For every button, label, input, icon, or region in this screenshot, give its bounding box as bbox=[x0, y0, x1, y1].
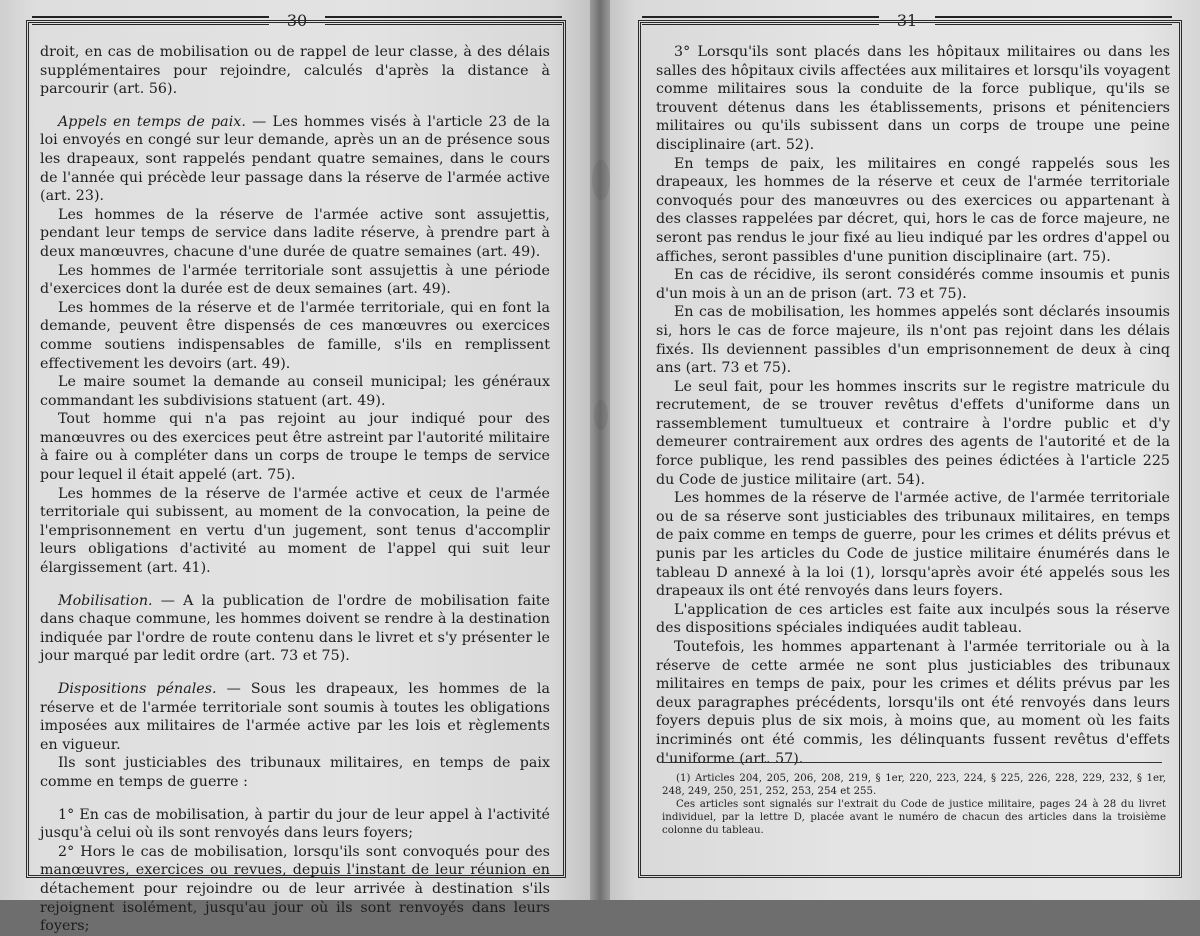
paragraph: En cas de mobilisation, les hommes appelés sont déclarés insoumis si, hors le cas de force majeure, ils n'ont pas rejoint dans les délais fixés. Ils deviennent passibles d'un emprisonnement de deux à cinq ans (art. 73 et 75). bbox=[656, 304, 1170, 377]
list-item: 2° Hors le cas de mobilisation, lorsqu'ils sont convoqués pour des manœuvres, exercices ou revues, depuis l'instant de leur réunion en détachement pour rejoindre ou de leur arrivée à destination s'ils rejoignent isolément, jusqu'au jour où ils sont renvoyés dans leurs foyers; bbox=[40, 843, 550, 935]
paragraph: En temps de paix, les militaires en congé rappelés sous les drapeaux, les hommes de la réserve et ceux de l'armée territoriale convoqués pour des manœuvres ou des exercices ou appartenant à des classes rappelées par décret, qui, hors le cas de force majeure, ne seront pas rendus le jour fixé au lieu indiqué par les ordres d'appel ou affiches, seront passibles d'une punition disciplinaire (art. 75). bbox=[656, 155, 1170, 265]
paragraph: Toutefois, les hommes appartenant à l'armée territoriale ou à la réserve de cette armée ne sont plus justiciables des tribunaux militaires en temps de paix, pour les crimes et délits prévus par les deux paragraphes précédents, lorsqu'ils ont été renvoyés dans leurs foyers depuis plus de six mois, à moins que, au moment où les faits incriminés ont été commis, les délinquants fussent revêtus d'effets d'uniforme (art. 57). bbox=[656, 639, 1170, 767]
paragraph: En cas de récidive, ils seront considérés comme insoumis et punis d'un mois à un an de prison (art. 73 et 75). bbox=[656, 267, 1170, 302]
paragraph: Le maire soumet la demande au conseil municipal; les généraux commandant les subdivisions statuent (art. 49). bbox=[40, 374, 550, 409]
paragraph: L'application de ces articles est faite aux inculpés sous la réserve des dispositions spéciales indiquées audit tableau. bbox=[656, 601, 1170, 637]
paragraph: 3° Lorsqu'ils sont placés dans les hôpitaux militaires ou dans les salles des hôpitaux civils affectées aux militaires et lorsqu'ils voyagent comme militaires sous la conduite de la force publique, qu'ils se trouvent détenus dans les établissements, prisons et pénitenciers militaires ou qu'ils subissent dans un corps de troupe une peine disciplinaire (art. 52). bbox=[656, 44, 1170, 153]
left-page bbox=[0, 0, 600, 935]
right-page bbox=[600, 0, 1200, 900]
heading-appels: Appels en temps de paix. bbox=[58, 113, 246, 130]
heading-dispositions: Dispositions pénales. bbox=[58, 681, 217, 697]
paragraph: droit, en cas de mobilisation ou de rappel de leur classe, à des délais supplémentaires pour rejoindre, calculés d'après la distance à parcourir (art. 56). bbox=[40, 44, 550, 98]
paragraph: Les hommes de la réserve et de l'armée territoriale, qui en font la demande, peuvent être dispensés de ces manœuvres ou exercices comme soutiens indispensables de famille, s'ils en remplissent effectivement les devoirs (art. 49). bbox=[40, 299, 550, 372]
right-page-number: 31 bbox=[896, 10, 918, 30]
footnote: (1) Articles 204, 205, 206, 208, 219, § 1er, 220, 223, 224, § 225, 226, 228, 229, 232, § 1er, 248, 249, 250, 251, 252, 253, 254 et 255. bbox=[662, 773, 1166, 797]
footnote: Ces articles sont signalés sur l'extrait du Code de justice militaire, pages 24 à 28 du livret individuel, par la lettre D, placée avant le numéro de chacun des articles dans la troisième colonne du tableau. bbox=[662, 799, 1166, 836]
paragraph-appels: Appels en temps de paix. — Les hommes visés à l'article 23 de la loi envoyés en congé sur leur demande, après un an de présence sous les drapeaux, sont rappelés pendant quatre semaines, dans le cours de l'année qui précède leur passage dans la réserve de l'armée active (art. 23). bbox=[40, 113, 550, 205]
paragraph: Le seul fait, pour les hommes inscrits sur le registre matricule du recrutement, de se trouver revêtus d'effets d'uniforme dans un rassemblement tumultueux et contraire à l'ordre public et d'y demeurer contrairement aux ordres des agents de l'autorité et de la force publique, les rend passibles des peines édictées à l'article 225 du Code de justice militaire (art. 54). bbox=[656, 378, 1170, 488]
left-page-text bbox=[40, 43, 550, 936]
right-page-text bbox=[656, 43, 1170, 768]
footnote-rule bbox=[662, 762, 1162, 763]
paragraph-dispositions: Dispositions pénales. — Sous les drapeaux, les hommes de la réserve et de l'armée territoriale sont soumis à toutes les obligations imposées aux militaires de l'armée active par les lois et règlements en vigueur. bbox=[40, 681, 550, 753]
footnotes bbox=[662, 772, 1166, 837]
paragraph: Les hommes de la réserve de l'armée active sont assujettis, pendant leur temps de service dans ladite réserve, à prendre part à deux manœuvres, chacune d'une durée de quatre semaines (art. 49). bbox=[40, 206, 550, 260]
book-gutter bbox=[590, 0, 610, 900]
paragraph: Les hommes de la réserve de l'armée active, de l'armée territoriale ou de sa réserve sont justiciables des tribunaux militaires, en temps de paix comme en temps de guerre, pour les crimes et délits prévus et punis par les articles du Code de justice militaire énumérés dans le tableau D annexé à la loi (1), lorsqu'après avoir été appelés sous les drapeaux ils ont été renvoyés dans leurs foyers. bbox=[656, 490, 1170, 600]
heading-mobilisation: Mobilisation. bbox=[58, 592, 153, 609]
paragraph-mobilisation: Mobilisation. — A la publication de l'ordre de mobilisation faite dans chaque commune, les hommes doivent se rendre à la destination indiquée par l'ordre de route contenu dans le livret et s'y présenter le jour marqué par ledit ordre (art. 73 et 75). bbox=[40, 592, 550, 665]
list-item: 1° En cas de mobilisation, à partir du jour de leur appel à l'activité jusqu'à celui où ils sont renvoyés dans leurs foyers; bbox=[40, 806, 550, 842]
paragraph: Les hommes de l'armée territoriale sont assujettis à une période d'exercices dont la durée est de deux semaines (art. 49). bbox=[40, 262, 550, 298]
paragraph: Tout homme qui n'a pas rejoint au jour indiqué pour des manœuvres ou des exercices peut être astreint par l'autorité militaire à faire ou à compléter dans un corps de troupe le temps de service pour lequel il était appelé (art. 75). bbox=[40, 411, 550, 484]
left-page-number: 30 bbox=[286, 10, 308, 30]
paragraph: Les hommes de la réserve de l'armée active et ceux de l'armée territoriale qui subissent, au moment de la convocation, la peine de l'emprisonnement en vertu d'un jugement, sont tenus d'accomplir leurs obligations d'activité au moment de l'appel qui suit leur élargissement (art. 41). bbox=[40, 485, 550, 577]
paragraph: Ils sont justiciables des tribunaux militaires, en temps de paix comme en temps de guerre : bbox=[40, 755, 550, 790]
